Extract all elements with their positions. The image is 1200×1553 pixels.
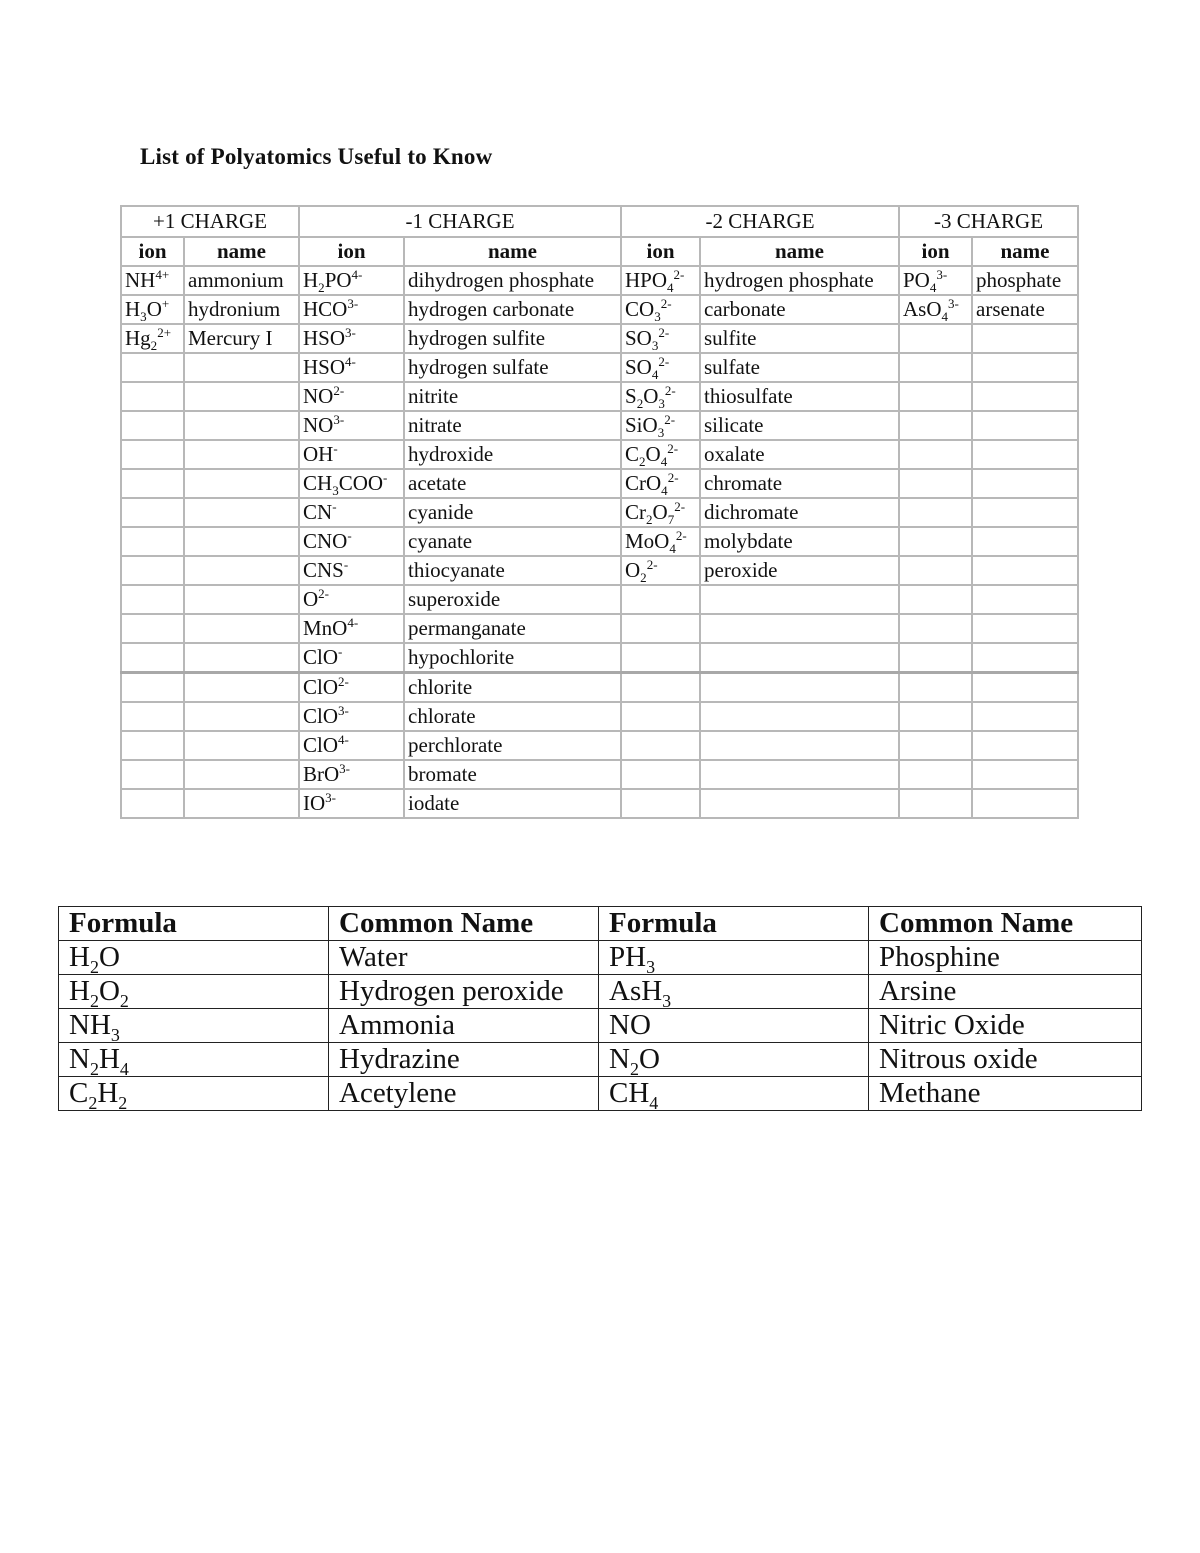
ion-formula-cell: $NO^{2-}$ [299,382,404,411]
formula-cell: $H_2O$ [59,941,329,975]
common-name-cell: Water [329,941,599,975]
ion-name-cell: hydroxide [404,440,621,469]
common-name-cell: Methane [869,1077,1142,1111]
ion-formula-cell: ClO$^{3-}$ [299,702,404,731]
ion-name-cell: hydrogen sulfate [404,353,621,382]
ion-name-cell [184,643,299,673]
ion-formula-cell: $H_3O^+$ [121,295,184,324]
ion-formula-cell [121,760,184,789]
ion-table-row [121,440,1078,469]
ion-formula-cell: SiO$_3^{2-}$ [621,411,700,440]
formula-cell: NO [599,1009,869,1043]
ion-name-cell: phosphate [972,266,1078,295]
ion-name-cell: acetate [404,469,621,498]
ion-table-body [121,266,1078,818]
ion-formula-cell [899,527,972,556]
ion-formula-cell: CNS- [299,556,404,585]
ion-name-cell [972,556,1078,585]
ion-name-cell: peroxide [700,556,899,585]
ion-formula-cell [899,702,972,731]
common-names-row [59,1009,1142,1043]
common-names-row [59,1043,1142,1077]
col-header-formula: Formula [59,907,329,941]
col-header-common-name: Common Name [329,907,599,941]
ion-formula-cell: $SO_4^{2-}$ [621,353,700,382]
ion-name-cell [972,324,1078,353]
ion-formula-cell [621,731,700,760]
ion-name-cell [184,382,299,411]
ion-formula-cell: $NH^{4+}$ [121,266,184,295]
ion-formula-cell [121,440,184,469]
common-name-cell: Nitric Oxide [869,1009,1142,1043]
ion-formula-cell: $SO_3^{2-}$ [621,324,700,353]
ion-formula-cell [121,702,184,731]
formula-cell: $C_2H_2$ [59,1077,329,1111]
ion-table-row [121,673,1078,703]
ion-name-cell [184,469,299,498]
ion-table-row [121,527,1078,556]
ion-formula-cell [121,353,184,382]
ion-name-cell: hydrogen carbonate [404,295,621,324]
col-header-ion: ion [299,237,404,266]
common-name-cell: Hydrogen peroxide [329,975,599,1009]
ion-formula-cell: $Hg_2^{2+}$ [121,324,184,353]
ion-formula-cell: $C_2O_4^{2-}$ [621,440,700,469]
ion-formula-cell: BrO$^{3-}$ [299,760,404,789]
ion-name-cell [700,702,899,731]
col-header-name: name [404,237,621,266]
ion-name-cell [184,353,299,382]
ion-table-row [121,324,1078,353]
ion-formula-cell: $O^{2-}$ [299,585,404,614]
ion-formula-cell [899,353,972,382]
ion-name-cell: Mercury I [184,324,299,353]
polyatomic-ion-table [120,205,1079,819]
col-header-ion: ion [621,237,700,266]
ion-name-cell [184,731,299,760]
ion-name-cell: hydrogen phosphate [700,266,899,295]
ion-formula-cell [121,731,184,760]
ion-table-row [121,614,1078,643]
ion-name-cell: bromate [404,760,621,789]
ion-formula-cell: CNO- [299,527,404,556]
ion-name-cell: thiocyanate [404,556,621,585]
ion-name-cell: permanganate [404,614,621,643]
ion-name-cell [972,643,1078,673]
ion-formula-cell [121,585,184,614]
ion-name-cell: molybdate [700,527,899,556]
ion-name-cell [972,527,1078,556]
ion-formula-cell: $Cr_2O_7^{2-}$ [621,498,700,527]
ion-formula-cell: ClO$^{4-}$ [299,731,404,760]
ion-name-cell [184,789,299,818]
ion-formula-cell [121,469,184,498]
common-names-row [59,975,1142,1009]
common-name-cell: Nitrous oxide [869,1043,1142,1077]
ion-name-cell [972,760,1078,789]
ion-name-cell: chlorate [404,702,621,731]
group-header-minus3: -3 CHARGE [899,206,1078,237]
ion-formula-cell [621,760,700,789]
col-header-name: name [972,237,1078,266]
ion-formula-cell [121,411,184,440]
ion-formula-cell [621,614,700,643]
ion-name-cell: cyanate [404,527,621,556]
ion-table-row [121,556,1078,585]
col-header-formula: Formula [599,907,869,941]
formula-cell: $N_2O$ [599,1043,869,1077]
formula-cell: $H_2O_2$ [59,975,329,1009]
common-name-cell: Hydrazine [329,1043,599,1077]
ion-name-cell: superoxide [404,585,621,614]
ion-name-cell [700,673,899,703]
common-names-table [58,906,1142,1111]
ion-formula-cell [899,673,972,703]
ion-name-cell [184,614,299,643]
group-header-minus1: -1 CHARGE [299,206,621,237]
ion-formula-cell [899,614,972,643]
formula-cell: $CH_4$ [599,1077,869,1111]
ion-table-row [121,498,1078,527]
ion-name-cell: oxalate [700,440,899,469]
ion-name-cell [972,498,1078,527]
ion-table-row [121,789,1078,818]
ion-table-row [121,295,1078,324]
ion-formula-cell: CN- [299,498,404,527]
ion-name-cell [972,789,1078,818]
ion-formula-cell [899,411,972,440]
ion-formula-cell [621,702,700,731]
ion-name-cell [184,527,299,556]
ion-name-cell: iodate [404,789,621,818]
ion-table-row [121,266,1078,295]
ion-formula-cell [621,585,700,614]
ion-table-row [121,702,1078,731]
ion-formula-cell [121,673,184,703]
ion-formula-cell: $O_2^{2-}$ [621,556,700,585]
ion-formula-cell: OH- [299,440,404,469]
ion-name-cell [972,411,1078,440]
ion-formula-cell: $HCO^{3-}$ [299,295,404,324]
ion-name-cell [184,760,299,789]
common-names-row [59,1077,1142,1111]
ion-name-cell: chromate [700,469,899,498]
ion-formula-cell: ClO$^{2-}$ [299,673,404,703]
ion-formula-cell: $IO^{3-}$ [299,789,404,818]
ion-formula-cell: MnO$^{4-}$ [299,614,404,643]
ion-formula-cell: CrO$_4^{2-}$ [621,469,700,498]
ion-formula-cell: $CO_3^{2-}$ [621,295,700,324]
ion-table-row [121,469,1078,498]
page-title: List of Polyatomics Useful to Know [140,144,493,169]
common-name-cell: Acetylene [329,1077,599,1111]
ion-name-cell [972,353,1078,382]
ion-formula-cell: $HSO^{4-}$ [299,353,404,382]
col-header-name: name [700,237,899,266]
ion-table-row [121,411,1078,440]
ion-name-cell: dichromate [700,498,899,527]
ion-name-cell: nitrite [404,382,621,411]
ion-formula-cell [899,643,972,673]
ion-name-cell [700,731,899,760]
ion-formula-cell [899,382,972,411]
ion-table-row [121,585,1078,614]
common-name-cell: Phosphine [869,941,1142,975]
ion-name-cell [700,789,899,818]
ion-name-cell [972,382,1078,411]
formula-cell: AsH$_3$ [599,975,869,1009]
ion-name-cell: sulfate [700,353,899,382]
ion-name-cell [972,614,1078,643]
col-header-ion: ion [121,237,184,266]
ion-formula-cell: AsO$_4^{3-}$ [899,295,972,324]
ion-formula-cell [899,469,972,498]
ion-name-cell: ammonium [184,266,299,295]
ion-name-cell [700,760,899,789]
formula-cell: $PH_3$ [599,941,869,975]
ion-table-row [121,731,1078,760]
ion-table-row [121,353,1078,382]
ion-formula-cell [899,440,972,469]
ion-name-cell: arsenate [972,295,1078,324]
ion-formula-cell: $HPO_4^{2-}$ [621,266,700,295]
ion-formula-cell [899,585,972,614]
common-name-cell: Ammonia [329,1009,599,1043]
ion-name-cell: chlorite [404,673,621,703]
ion-formula-cell [121,498,184,527]
ion-formula-cell: $PO_4^{3-}$ [899,266,972,295]
ion-name-cell [184,673,299,703]
ion-name-cell [972,585,1078,614]
ion-name-cell [972,702,1078,731]
ion-formula-cell [621,789,700,818]
ion-formula-cell: ClO- [299,643,404,673]
ion-name-cell: nitrate [404,411,621,440]
common-name-cell: Arsine [869,975,1142,1009]
ion-name-cell [184,411,299,440]
ion-formula-cell: $CH_3COO^-$ [299,469,404,498]
ion-table-row [121,643,1078,673]
ion-formula-cell [121,556,184,585]
group-header-plus1: +1 CHARGE [121,206,299,237]
ion-formula-cell [121,789,184,818]
group-header-minus2: -2 CHARGE [621,206,899,237]
ion-name-cell [184,702,299,731]
ion-name-cell [184,585,299,614]
ion-formula-cell [121,614,184,643]
ion-formula-cell [899,324,972,353]
common-names-body [59,941,1142,1111]
ion-name-cell: cyanide [404,498,621,527]
ion-table-row [121,760,1078,789]
ion-name-cell [972,673,1078,703]
ion-formula-cell [121,643,184,673]
ion-name-cell: silicate [700,411,899,440]
ion-formula-cell [621,643,700,673]
ion-name-cell [972,731,1078,760]
ion-formula-cell [621,673,700,703]
ion-formula-cell [899,498,972,527]
ion-formula-cell [121,527,184,556]
ion-name-cell [700,643,899,673]
ion-formula-cell: $NO^{3-}$ [299,411,404,440]
col-header-ion: ion [899,237,972,266]
col-header-common-name: Common Name [869,907,1142,941]
ion-name-cell [184,556,299,585]
ion-name-cell [972,440,1078,469]
ion-table-row [121,382,1078,411]
ion-formula-cell: MoO$_4^{2-}$ [621,527,700,556]
ion-formula-cell [121,382,184,411]
col-header-name: name [184,237,299,266]
ion-name-cell: hydronium [184,295,299,324]
common-names-row [59,941,1142,975]
ion-formula-cell [899,789,972,818]
ion-name-cell: thiosulfate [700,382,899,411]
ion-name-cell: sulfite [700,324,899,353]
ion-name-cell: carbonate [700,295,899,324]
ion-name-cell: hypochlorite [404,643,621,673]
ion-formula-cell: $H_2PO^{4-}$ [299,266,404,295]
formula-cell: $N_2H_4$ [59,1043,329,1077]
ion-name-cell [700,585,899,614]
ion-formula-cell [899,556,972,585]
ion-name-cell [184,498,299,527]
ion-formula-cell: $HSO^{3-}$ [299,324,404,353]
ion-name-cell: dihydrogen phosphate [404,266,621,295]
ion-name-cell [972,469,1078,498]
ion-formula-cell: $S_2O_3^{2-}$ [621,382,700,411]
ion-name-cell: hydrogen sulfite [404,324,621,353]
ion-name-cell: perchlorate [404,731,621,760]
ion-formula-cell [899,760,972,789]
ion-name-cell [700,614,899,643]
formula-cell: $NH_3$ [59,1009,329,1043]
ion-formula-cell [899,731,972,760]
ion-name-cell [184,440,299,469]
